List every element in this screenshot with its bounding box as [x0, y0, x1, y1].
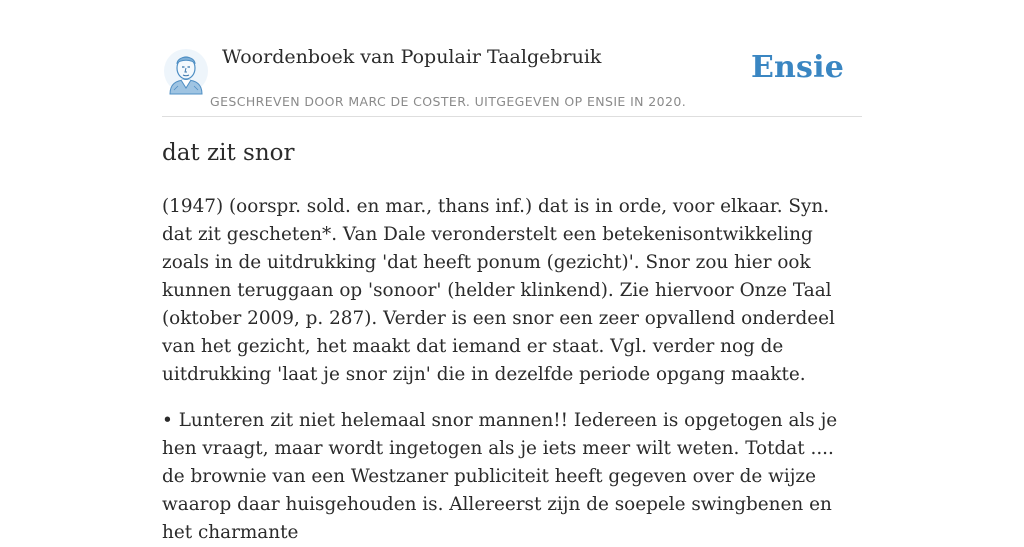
- book-title[interactable]: Woordenboek van Populair Taalgebruik: [222, 46, 602, 68]
- entry-definition: (1947) (oorspr. sold. en mar., thans inf.) dat is in orde, voor elkaar. Syn. dat zit gescheten*. Van Dale veronderstelt een betekenisontwikkeling zoals in de uitdrukking 'dat heeft ponum (gezicht)'. Snor zou hier ook kunnen teruggaan op 'sonoor' (helder klinkend). Zie hiervoor Onze Taal (oktober 2009, p. 287). Verder is een snor een zeer opvallend onderdeel van het gezicht, het maakt dat iemand er staat. Vgl. verder nog de uitdrukking 'laat je snor zijn' die in dezelfde periode opgang maakte.: [162, 196, 835, 385]
- entry-example: • Lunteren zit niet helemaal snor mannen!! Iedereen is opgetogen als je hen vraagt, maar wordt ingetogen als je iets meer wilt weten. Totdat .... de brownie van een Westzaner publiciteit heeft gegeven over de wijze waarop daar huisgehouden is. Allereerst zijn de soepele swingbenen en het charmante: [162, 410, 838, 543]
- author-portrait-icon[interactable]: [162, 46, 210, 96]
- page-header: [162, 40, 862, 117]
- entry-title: dat zit snor: [162, 140, 295, 166]
- author-publication-line: GESCHREVEN DOOR MARC DE COSTER. UITGEGEVEN OP ENSIE IN 2020.: [210, 94, 687, 109]
- ensie-logo[interactable]: Ensie: [750, 50, 844, 85]
